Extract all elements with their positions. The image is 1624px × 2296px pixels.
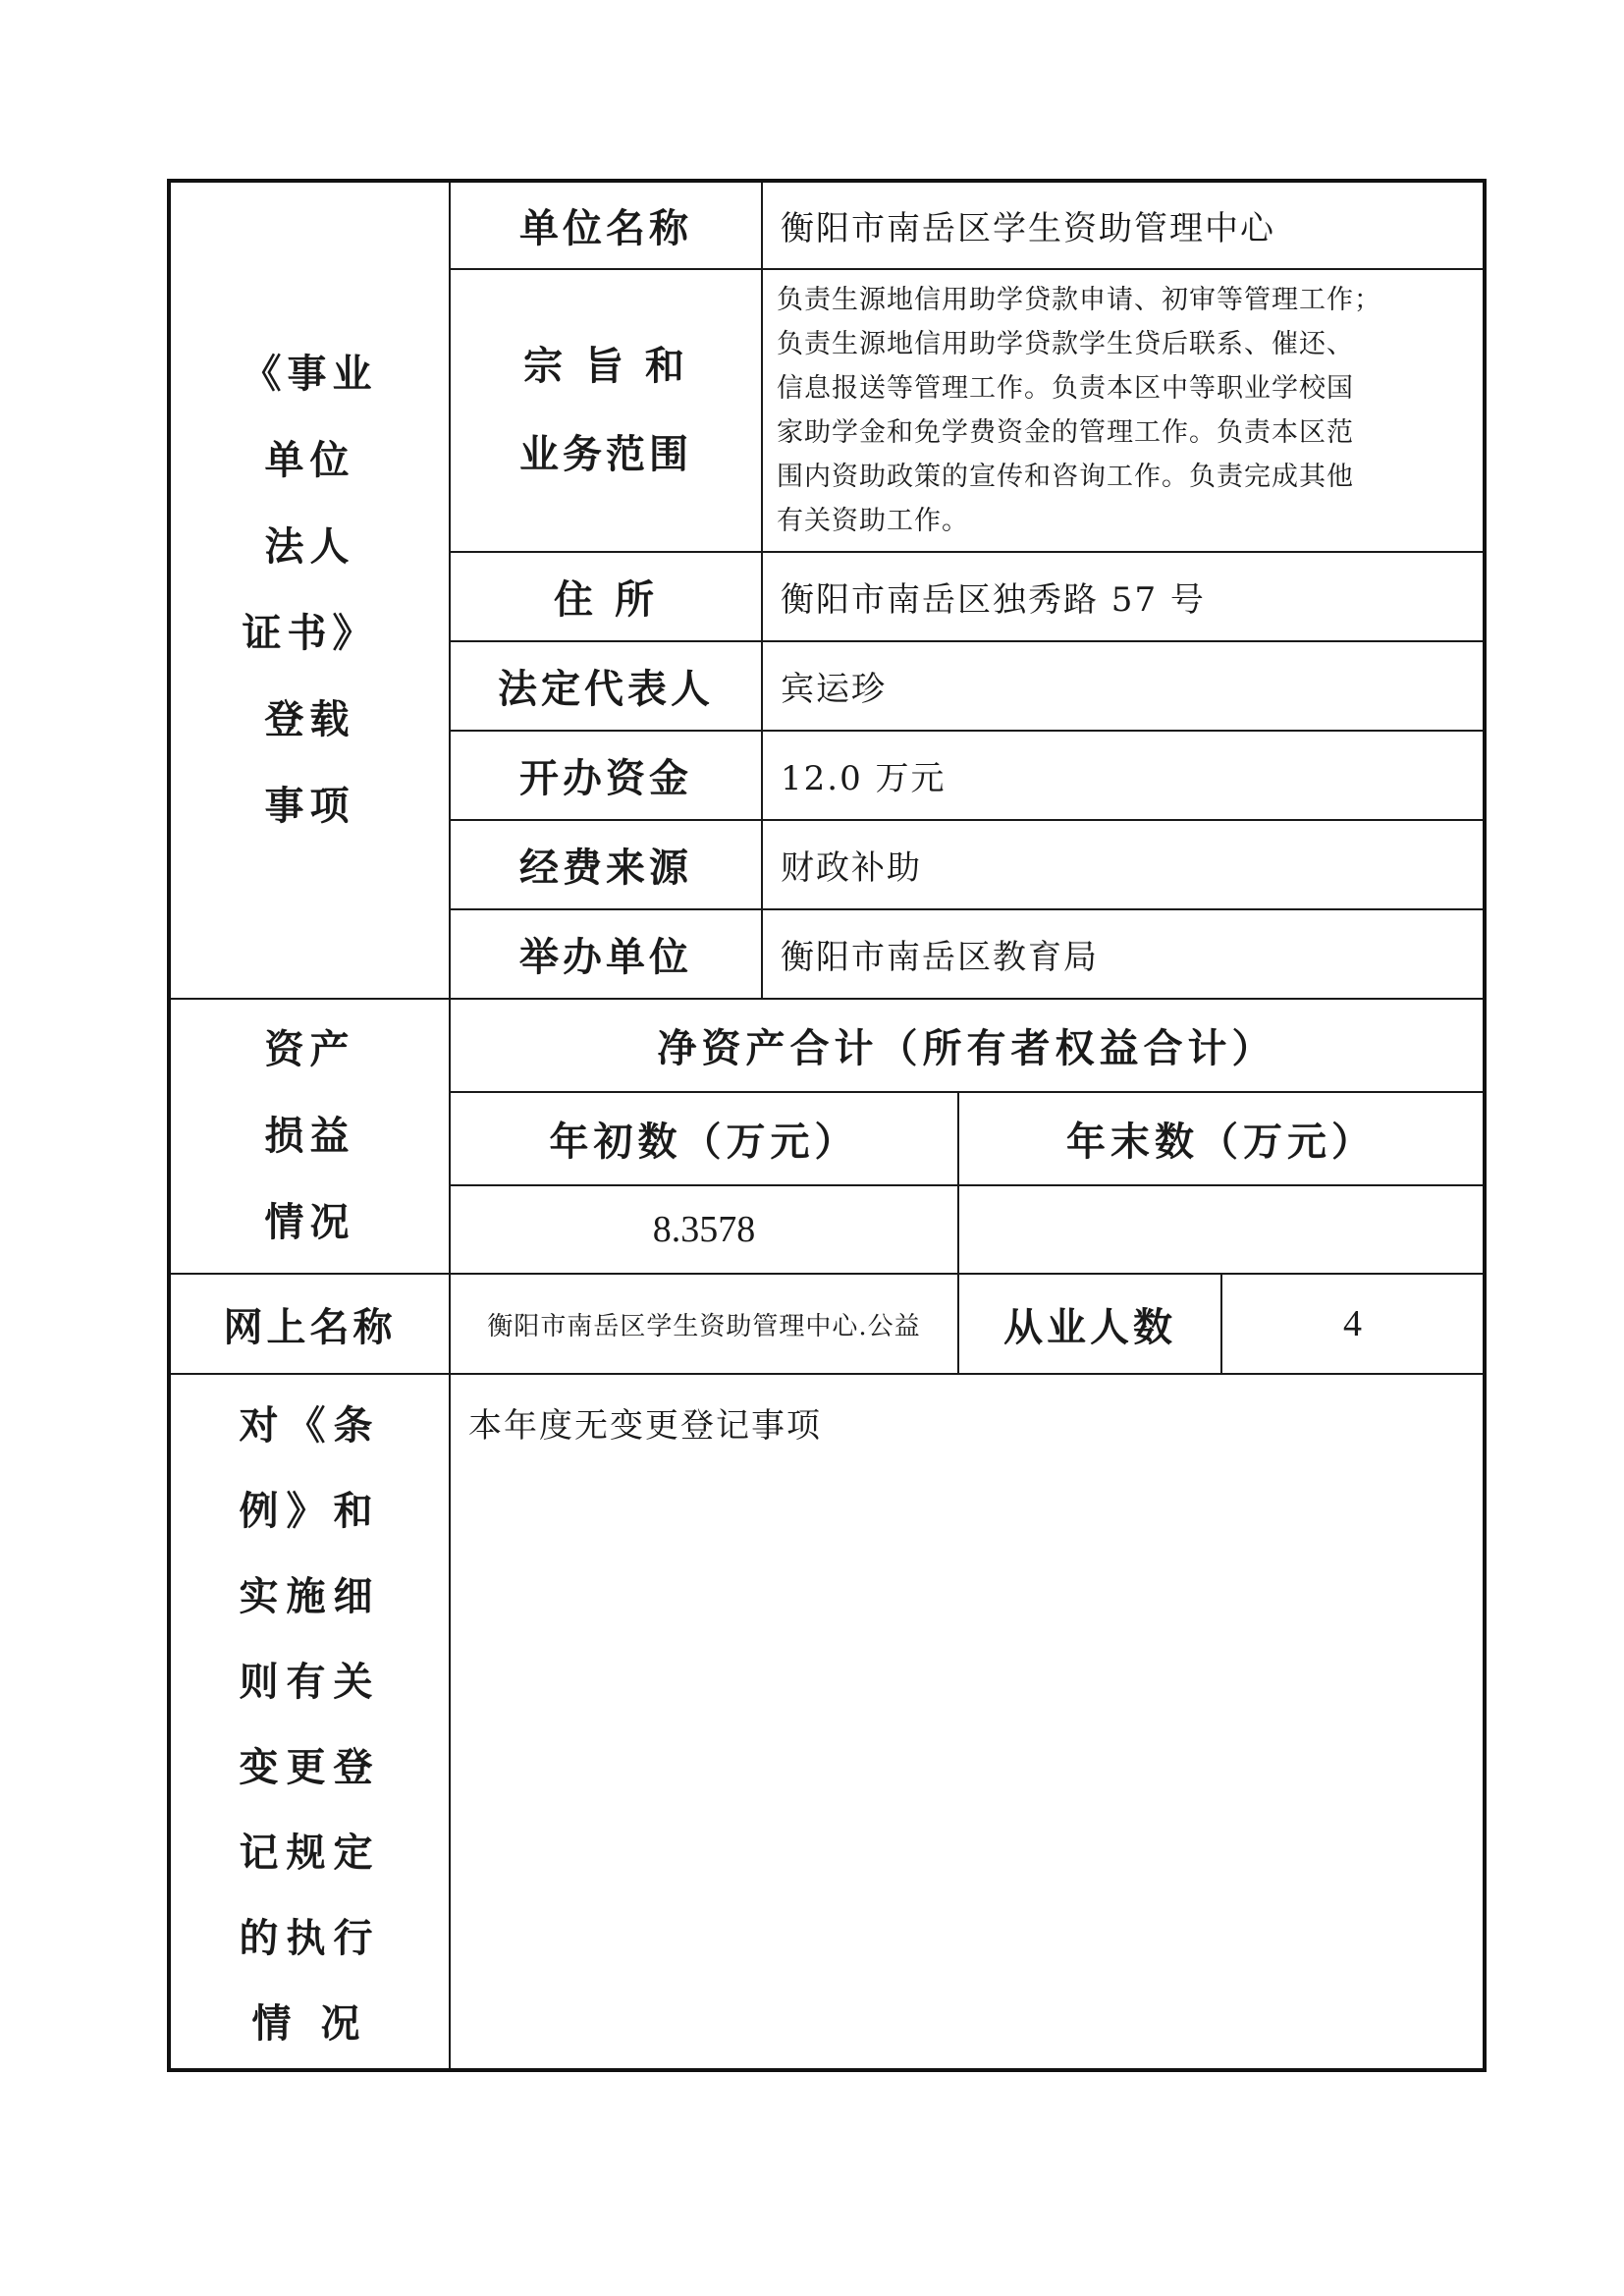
online-name-value: 衡阳市南岳区学生资助管理中心.公益 bbox=[450, 1274, 958, 1374]
year-start-header: 年初数（万元） bbox=[450, 1092, 958, 1185]
section-changes-line: 记规定 bbox=[239, 1830, 381, 1876]
online-name-label: 网上名称 bbox=[169, 1274, 450, 1374]
year-start-value: 8.3578 bbox=[450, 1185, 958, 1274]
section-registration-line: 证书》 bbox=[242, 610, 378, 656]
section-registration-line: 事项 bbox=[264, 783, 355, 829]
year-end-value bbox=[958, 1185, 1485, 1274]
section-assets-label bbox=[169, 999, 450, 1274]
changes-value: 本年度无变更登记事项 bbox=[450, 1374, 1485, 2070]
section-registration-line: 登载 bbox=[264, 696, 355, 742]
section-changes-line: 的执行 bbox=[239, 1915, 381, 1961]
capital-label: 开办资金 bbox=[450, 731, 762, 820]
purpose-line: 围内资助政策的宣传和咨询工作。负责完成其他 bbox=[777, 462, 1354, 492]
net-assets-header: 净资产合计（所有者权益合计） bbox=[450, 999, 1485, 1092]
employees-label: 从业人数 bbox=[958, 1274, 1221, 1374]
legal-rep-label: 法定代表人 bbox=[450, 641, 762, 731]
purpose-line: 有关资助工作。 bbox=[777, 506, 969, 536]
purpose-line: 负责生源地信用助学贷款学生贷后联系、催还、 bbox=[777, 329, 1354, 359]
sponsor-value: 衡阳市南岳区教育局 bbox=[762, 909, 1485, 999]
section-changes-line: 则有关 bbox=[239, 1659, 381, 1705]
section-changes-label bbox=[169, 1374, 450, 2070]
section-changes-line: 情 况 bbox=[251, 2000, 368, 2047]
purpose-line: 负责生源地信用助学贷款申请、初审等管理工作； bbox=[777, 285, 1381, 315]
legal-rep-value: 宾运珍 bbox=[762, 641, 1485, 731]
section-assets-line: 情况 bbox=[264, 1199, 355, 1245]
section-registration-line: 法人 bbox=[264, 523, 355, 570]
sponsor-label: 举办单位 bbox=[450, 909, 762, 999]
section-changes-line: 例》和 bbox=[239, 1488, 381, 1534]
section-changes-line: 变更登 bbox=[239, 1744, 381, 1790]
purpose-value bbox=[762, 269, 1485, 552]
section-registration-line: 单位 bbox=[264, 437, 355, 483]
purpose-label bbox=[450, 269, 762, 552]
form-table bbox=[167, 179, 1487, 2072]
section-assets-line: 损益 bbox=[264, 1113, 355, 1159]
address-value: 衡阳市南岳区独秀路 57 号 bbox=[762, 552, 1485, 641]
registration-form bbox=[167, 179, 1483, 2045]
section-assets-line: 资产 bbox=[264, 1026, 355, 1072]
funding-value: 财政补助 bbox=[762, 820, 1485, 909]
purpose-label-line: 宗 旨 和 bbox=[523, 343, 688, 389]
funding-label: 经费来源 bbox=[450, 820, 762, 909]
address-label: 住 所 bbox=[450, 552, 762, 641]
section-registration-label bbox=[169, 181, 450, 999]
purpose-line: 家助学金和免学费资金的管理工作。负责本区范 bbox=[777, 417, 1354, 448]
section-changes-line: 对《条 bbox=[239, 1402, 381, 1449]
section-changes-line: 实施细 bbox=[239, 1573, 381, 1619]
purpose-line: 信息报送等管理工作。负责本区中等职业学校国 bbox=[777, 373, 1354, 404]
year-end-header: 年末数（万元） bbox=[958, 1092, 1485, 1185]
employees-value: 4 bbox=[1221, 1274, 1485, 1374]
capital-value: 12.0 万元 bbox=[762, 731, 1485, 820]
unit-name-label: 单位名称 bbox=[450, 181, 762, 269]
unit-name-value: 衡阳市南岳区学生资助管理中心 bbox=[762, 181, 1485, 269]
section-registration-line: 《事业 bbox=[242, 351, 378, 397]
purpose-label-line: 业务范围 bbox=[519, 431, 692, 477]
